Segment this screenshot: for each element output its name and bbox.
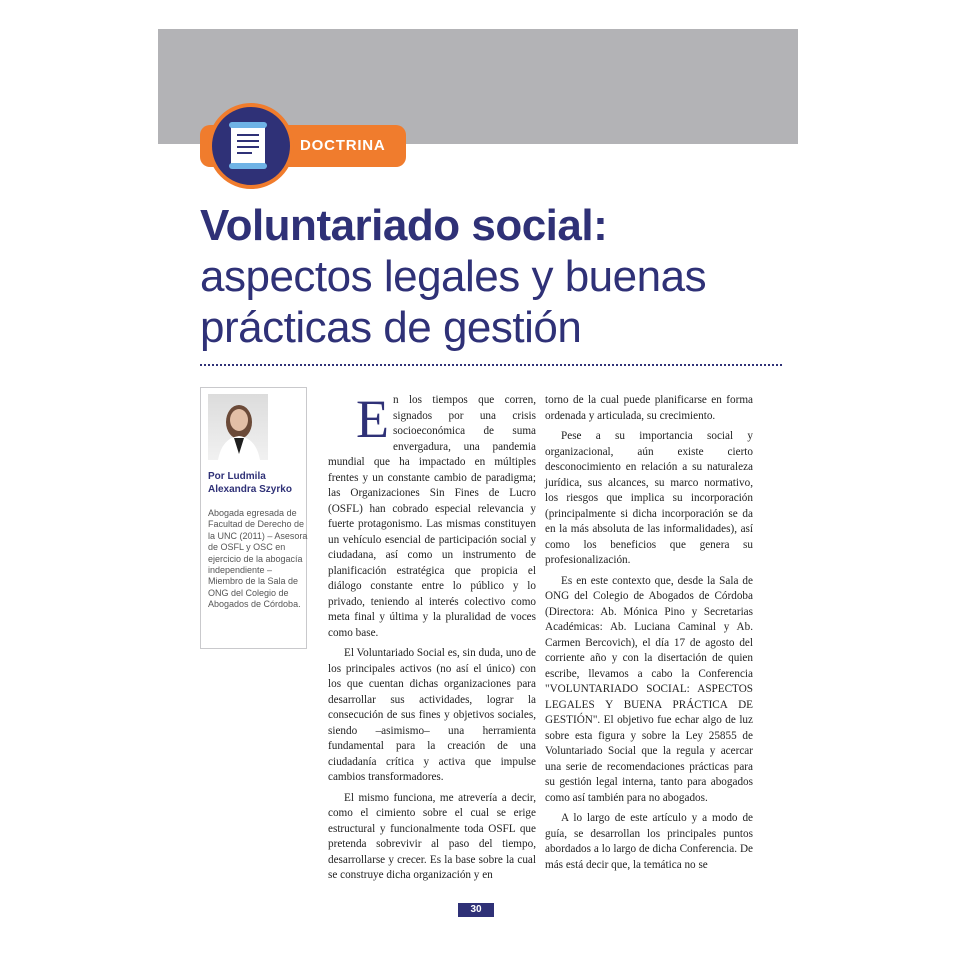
- author-photo: [208, 394, 268, 460]
- article-column-2: [545, 393, 753, 878]
- title-line-3: prácticas de gestión: [200, 303, 582, 352]
- paragraph: Es en este contexto que, desde la Sala de ONG del Colegio de Abogados de Córdoba (Directora: Ab. Mónica Pino y Secretarias Académicas: Ab. Luciana Caminal y Ab. Carmen Bercovich), el día 17 de agosto del corriente año y con la disertación de quien escribe, llevamos a cabo la Conferencia "VOLUNTARIADO SOCIAL: ASPECTOS LEGALES Y BUENA PRÁCTICA DE GESTIÓN". El objetivo fue echar algo de luz sobre esta figura y sobre la Ley 25855 de Voluntariado Social que la regula y acercar una serie de recomendaciones prácticas para su gestión legal interna, tanto para abogados como así también para no abogados.: [545, 574, 753, 804]
- author-bio: Abogada egresada de Facultad de Derecho de la UNC (2011) – Asesora de OSFL y OSC en ejercicio de la abogacía independiente – Miembro de la Sala de ONG del Colegio de Abogados de Córdoba.: [208, 508, 308, 610]
- article-title: [200, 200, 800, 353]
- document-scroll-icon: [226, 119, 276, 175]
- author-name: Por Ludmila Alexandra Szyrko: [208, 471, 292, 495]
- paragraph: El Voluntariado Social es, sin duda, uno de los principales activos (no así el único) con los que cuentan dichas organizaciones para desarrollar sus actividades, lograr la consecución de sus fines y objetivos sociales, siendo –asimismo– una herramienta fundamental para la creación de una ciudadanía crítica y activa que impulse cambios transformadores.: [328, 647, 536, 783]
- article-column-1: [328, 389, 536, 889]
- paragraph: A lo largo de este artículo y a modo de guía, se desarrollan los principales puntos abordados a lo largo de dicha Conferencia. De más está decir que, la temática no se: [545, 812, 753, 871]
- title-line-2: aspectos legales y buenas: [200, 252, 707, 301]
- section-label: DOCTRINA: [300, 137, 386, 154]
- paragraph: Pese a su importancia social y organizacional, aún existe cierto desconocimiento en relación a su naturaleza jurídica, sus alcances, su marco normativo, los riesgos que implica su incorporación (principalmente si dicha incorporación se da en la más absoluta de las informalidades), así como los beneficios que genera su profesionalización.: [545, 430, 753, 566]
- drop-cap: E: [356, 389, 389, 449]
- author-box: [200, 387, 307, 649]
- paragraph: El mismo funciona, me atrevería a decir, como el cimiento sobre el cual se erige estructural y funcionalmente toda OSFL que pretenda sobrevivir al paso del tiempo, desarrollarse y crecer. Es la base sobre la cual se construye dicha organización y en: [328, 791, 536, 881]
- title-line-1: Voluntariado social:: [200, 201, 608, 250]
- dotted-divider: [200, 364, 782, 366]
- page-number: 30: [458, 903, 494, 917]
- paragraph: torno de la cual puede planificarse en forma ordenada y articulada, su crecimiento.: [545, 394, 753, 422]
- section-icon-circle: [208, 103, 294, 189]
- paragraph: En los tiempos que corren, signados por una crisis socioeconómica de suma envergadura, una pandemia mundial que ha impactado en múltiples frentes y un constante cambio de paradigma; las Organizaciones Sin Fines de Lucro (OSFL) han cobrado especial relevancia y fuerte protagonismo. Las mismas constituyen un vehículo esencial de participación social y ciudadana, así como un instrumento de planificación estratégica que propicia el diálogo constante entre lo público y lo privado, teniendo al interés colectivo como meta final y última y la pluralidad de voces como base.: [328, 389, 536, 639]
